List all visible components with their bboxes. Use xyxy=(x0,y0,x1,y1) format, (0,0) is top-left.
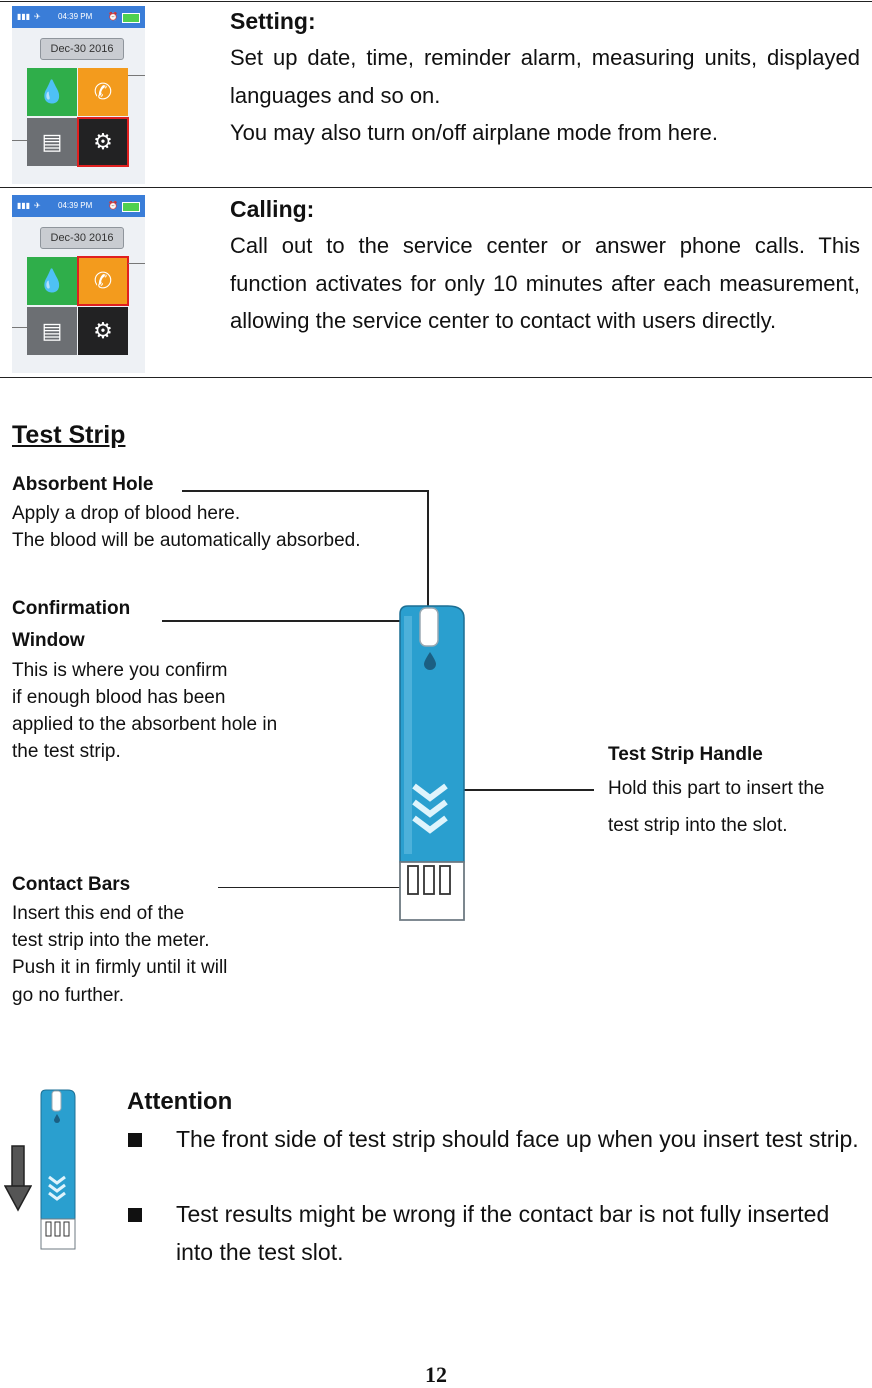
phone-icon: ✆ xyxy=(93,79,113,104)
setting-line-1: Set up date, time, reminder alarm, measuring units, displayed languages and so on. xyxy=(230,45,860,108)
confirmation-window-callout xyxy=(162,620,424,622)
gear-icon: ⚙ xyxy=(93,129,113,154)
handle-line-2: test strip into the slot. xyxy=(608,815,788,836)
bullet-square-icon xyxy=(128,1133,142,1147)
signal-icon: ▮▮▮ xyxy=(17,201,31,210)
battery-icon xyxy=(122,202,140,212)
document-icon: ▤ xyxy=(41,318,63,343)
settings-screen-thumbnail xyxy=(12,6,145,184)
table-row-divider xyxy=(0,187,872,188)
calling-title: Calling: xyxy=(230,196,315,222)
gear-icon: ⚙ xyxy=(93,318,113,343)
handle-line-1: Hold this part to insert the xyxy=(608,778,825,799)
calling-tile xyxy=(78,257,128,305)
table-bottom-border xyxy=(0,377,872,378)
status-time: 04:39 PM xyxy=(58,201,93,210)
blood-drop-icon: 💧 xyxy=(38,79,66,104)
absorbent-hole-title: Absorbent Hole xyxy=(12,474,154,495)
settings-tile xyxy=(78,307,128,355)
date-display: Dec-30 2016 xyxy=(40,38,124,60)
page-number: 12 xyxy=(425,1362,447,1387)
measure-tile xyxy=(27,257,77,305)
signal-icon: ▮▮▮ xyxy=(17,12,31,21)
measure-tile xyxy=(27,68,77,116)
thumb-pointer-line xyxy=(12,140,27,141)
airplane-icon: ✈ xyxy=(34,201,41,210)
date-display: Dec-30 2016 xyxy=(40,227,124,249)
contact-bars-line-1: Insert this end of the xyxy=(12,903,185,924)
calling-screen-thumbnail xyxy=(12,195,145,373)
confirmation-window-title-2: Window xyxy=(12,630,85,651)
absorbent-hole-line-1: Apply a drop of blood here. xyxy=(12,503,241,524)
status-time: 04:39 PM xyxy=(58,12,93,21)
settings-tile xyxy=(78,118,128,166)
records-tile xyxy=(27,118,77,166)
calling-description: Call out to the service center or answer phone calls. This function activates for only 10 minutes after each measurement, allowing the service center to contact with users directly. xyxy=(230,233,860,333)
contact-bars-title: Contact Bars xyxy=(12,874,131,895)
document-icon: ▤ xyxy=(41,129,63,154)
absorbent-hole-callout-v xyxy=(427,490,429,608)
thumb-pointer-line xyxy=(128,75,145,76)
confirmation-window-icon xyxy=(52,1091,61,1111)
status-bar xyxy=(12,6,145,28)
attention-title: Attention xyxy=(127,1088,233,1115)
section-title-test-strip: Test Strip xyxy=(12,421,126,449)
phone-icon: ✆ xyxy=(93,268,113,293)
insert-direction-arrow-icon xyxy=(4,1144,32,1212)
table-top-border xyxy=(0,1,872,2)
absorbent-hole-callout-h xyxy=(182,490,429,492)
thumb-pointer-line xyxy=(12,327,27,328)
alarm-icon: ⏰ xyxy=(108,12,118,21)
thumb-pointer-line xyxy=(128,263,145,264)
strip-highlight xyxy=(404,616,412,854)
confirmation-window-line-2: if enough blood has been xyxy=(12,687,226,708)
absorbent-hole-line-2: The blood will be automatically absorbed. xyxy=(12,530,361,551)
setting-title: Setting: xyxy=(230,8,316,34)
contact-bars-line-2: test strip into the meter. xyxy=(12,930,210,951)
handle-title: Test Strip Handle xyxy=(608,744,763,765)
battery-icon xyxy=(122,13,140,23)
bullet-square-icon xyxy=(128,1208,142,1222)
airplane-icon: ✈ xyxy=(34,12,41,21)
arrow-shaft xyxy=(12,1146,24,1188)
contact-end xyxy=(400,862,464,920)
contact-bars-line-3: Push it in firmly until it will xyxy=(12,957,228,978)
contact-bars-callout xyxy=(218,887,404,888)
confirmation-window-line-4: the test strip. xyxy=(12,741,121,762)
blood-drop-icon: 💧 xyxy=(38,268,66,293)
test-strip-illustration xyxy=(394,604,468,924)
setting-line-2: You may also turn on/off airplane mode from here. xyxy=(230,120,718,145)
attention-bullet-2: Test results might be wrong if the contact bar is not fully inserted into the test slot. xyxy=(176,1201,830,1265)
contact-bars-line-4: go no further. xyxy=(12,985,124,1006)
confirmation-window-line-3: applied to the absorbent hole in xyxy=(12,714,278,735)
records-tile xyxy=(27,307,77,355)
arrow-head xyxy=(5,1186,31,1210)
confirmation-window-line-1: This is where you confirm xyxy=(12,660,228,681)
attention-bullet-1: The front side of test strip should face up when you insert test strip. xyxy=(176,1126,859,1152)
calling-tile xyxy=(78,68,128,116)
status-bar xyxy=(12,195,145,217)
confirmation-window-title-1: Confirmation xyxy=(12,598,131,619)
confirmation-window-icon xyxy=(420,608,438,646)
alarm-icon: ⏰ xyxy=(108,201,118,210)
small-test-strip-icon xyxy=(38,1089,78,1251)
